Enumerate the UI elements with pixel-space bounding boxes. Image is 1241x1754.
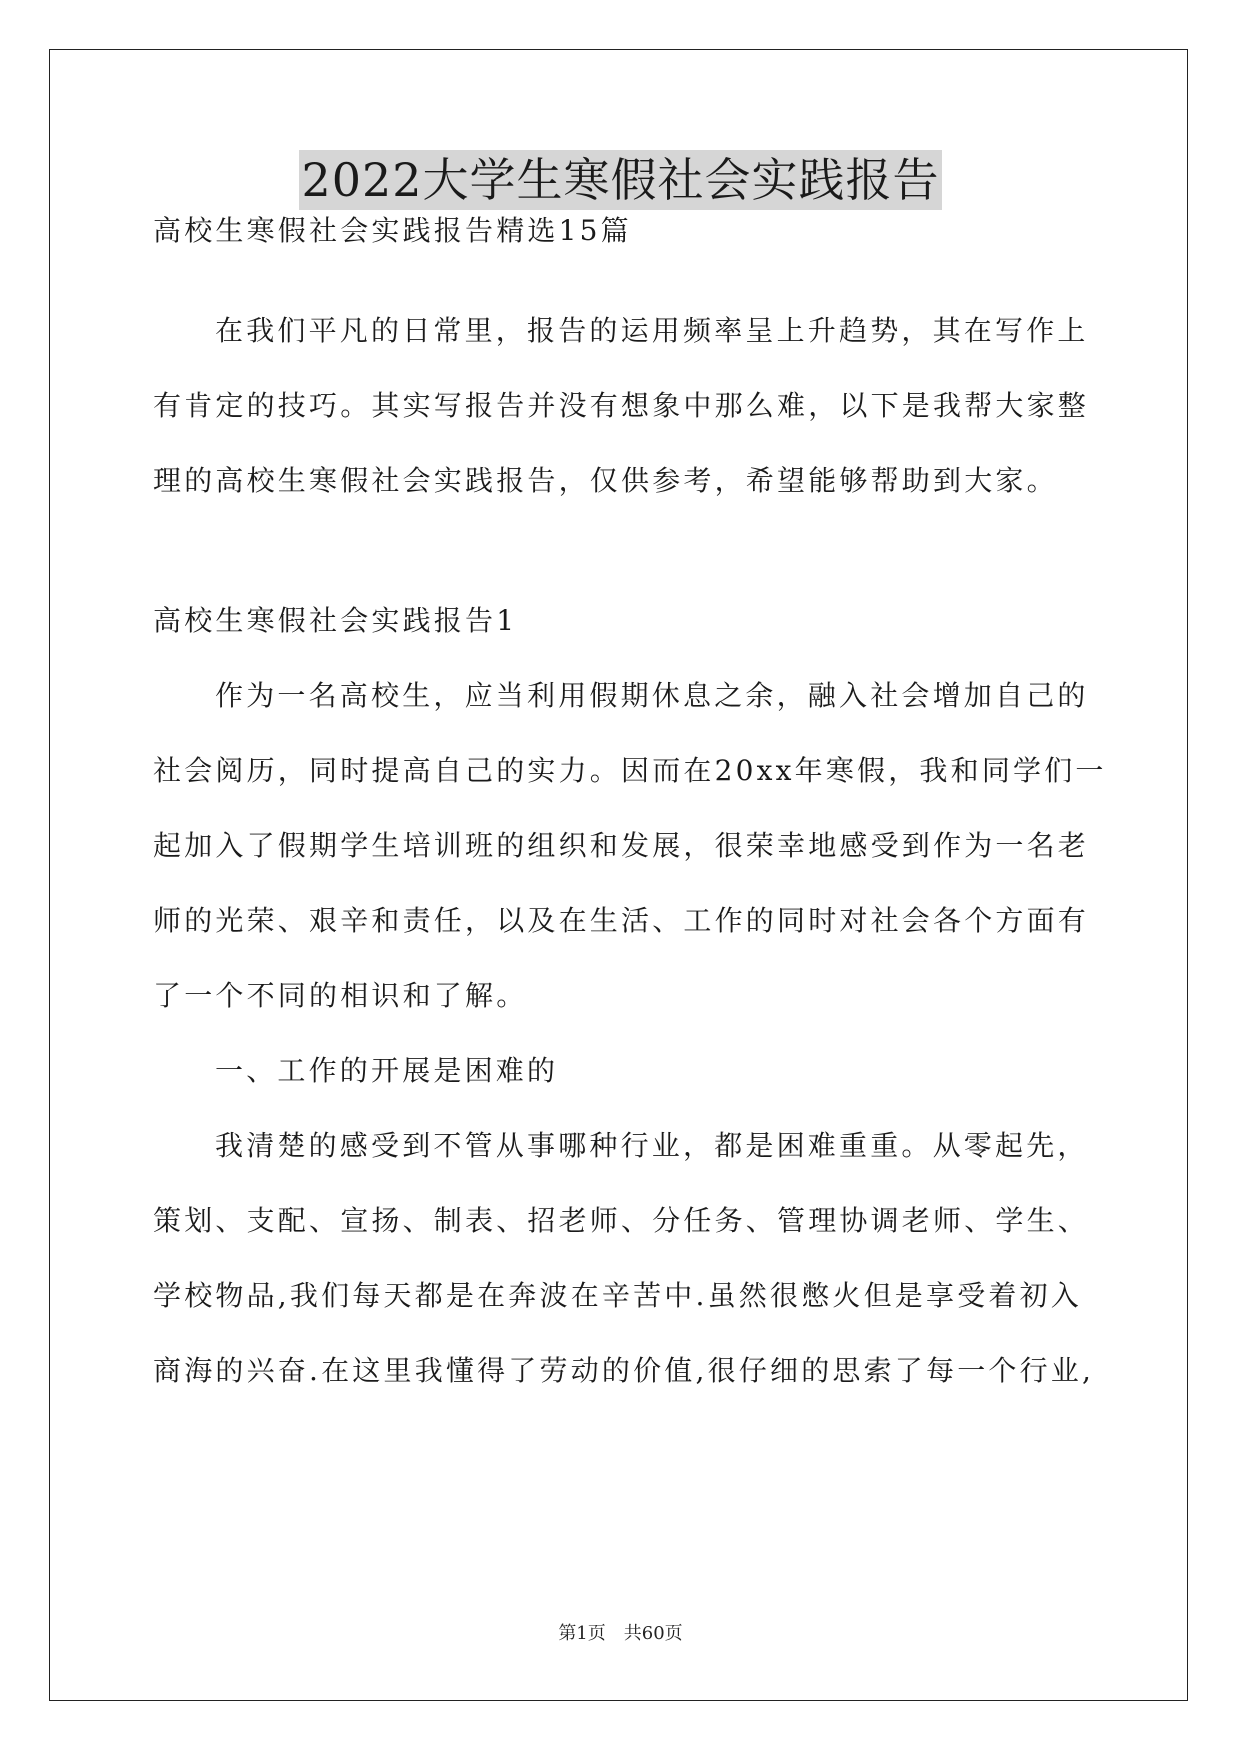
intro-line: 有肯定的技巧。其实写报告并没有想象中那么难，以下是我帮大家整: [153, 389, 1090, 422]
paragraph-line: 我清楚的感受到不管从事哪种行业，都是困难重重。从零起先，: [215, 1129, 1089, 1162]
title-container: [0, 150, 1241, 210]
paragraph-line: 社会阅历，同时提高自己的实力。因而在20xx年寒假，我和同学们一: [153, 754, 1107, 787]
page-number: 第1页 共60页: [558, 1623, 683, 1644]
paragraph-line: 策划、支配、宣扬、制表、招老师、分任务、管理协调老师、学生、: [153, 1204, 1090, 1237]
paragraph-line: 了一个不同的相识和了解。: [153, 979, 528, 1012]
page-footer: [0, 1622, 1241, 1646]
paragraph-line: 学校物品,我们每天都是在奔波在辛苦中.虽然很憋火但是享受着初入: [153, 1279, 1083, 1312]
paragraph-line: 商海的兴奋.在这里我懂得了劳动的价值,很仔细的思索了每一个行业,: [153, 1354, 1095, 1387]
paragraph-line: 起加入了假期学生培训班的组织和发展，很荣幸地感受到作为一名老: [153, 829, 1090, 862]
subheading: 一、工作的开展是困难的: [215, 1054, 559, 1087]
intro-line: 理的高校生寒假社会实践报告，仅供参考，希望能够帮助到大家。: [153, 464, 1058, 497]
intro-line: 在我们平凡的日常里，报告的运用频率呈上升趋势，其在写作上: [215, 314, 1089, 347]
document-title: 2022大学生寒假社会实践报告: [299, 150, 941, 210]
document-subtitle: 高校生寒假社会实践报告精选15篇: [153, 214, 632, 247]
page-border: [49, 49, 1188, 1701]
paragraph-line: 师的光荣、艰辛和责任，以及在生活、工作的同时对社会各个方面有: [153, 904, 1090, 937]
section-heading: 高校生寒假社会实践报告1: [153, 604, 518, 637]
paragraph-line: 作为一名高校生，应当利用假期休息之余，融入社会增加自己的: [215, 679, 1089, 712]
